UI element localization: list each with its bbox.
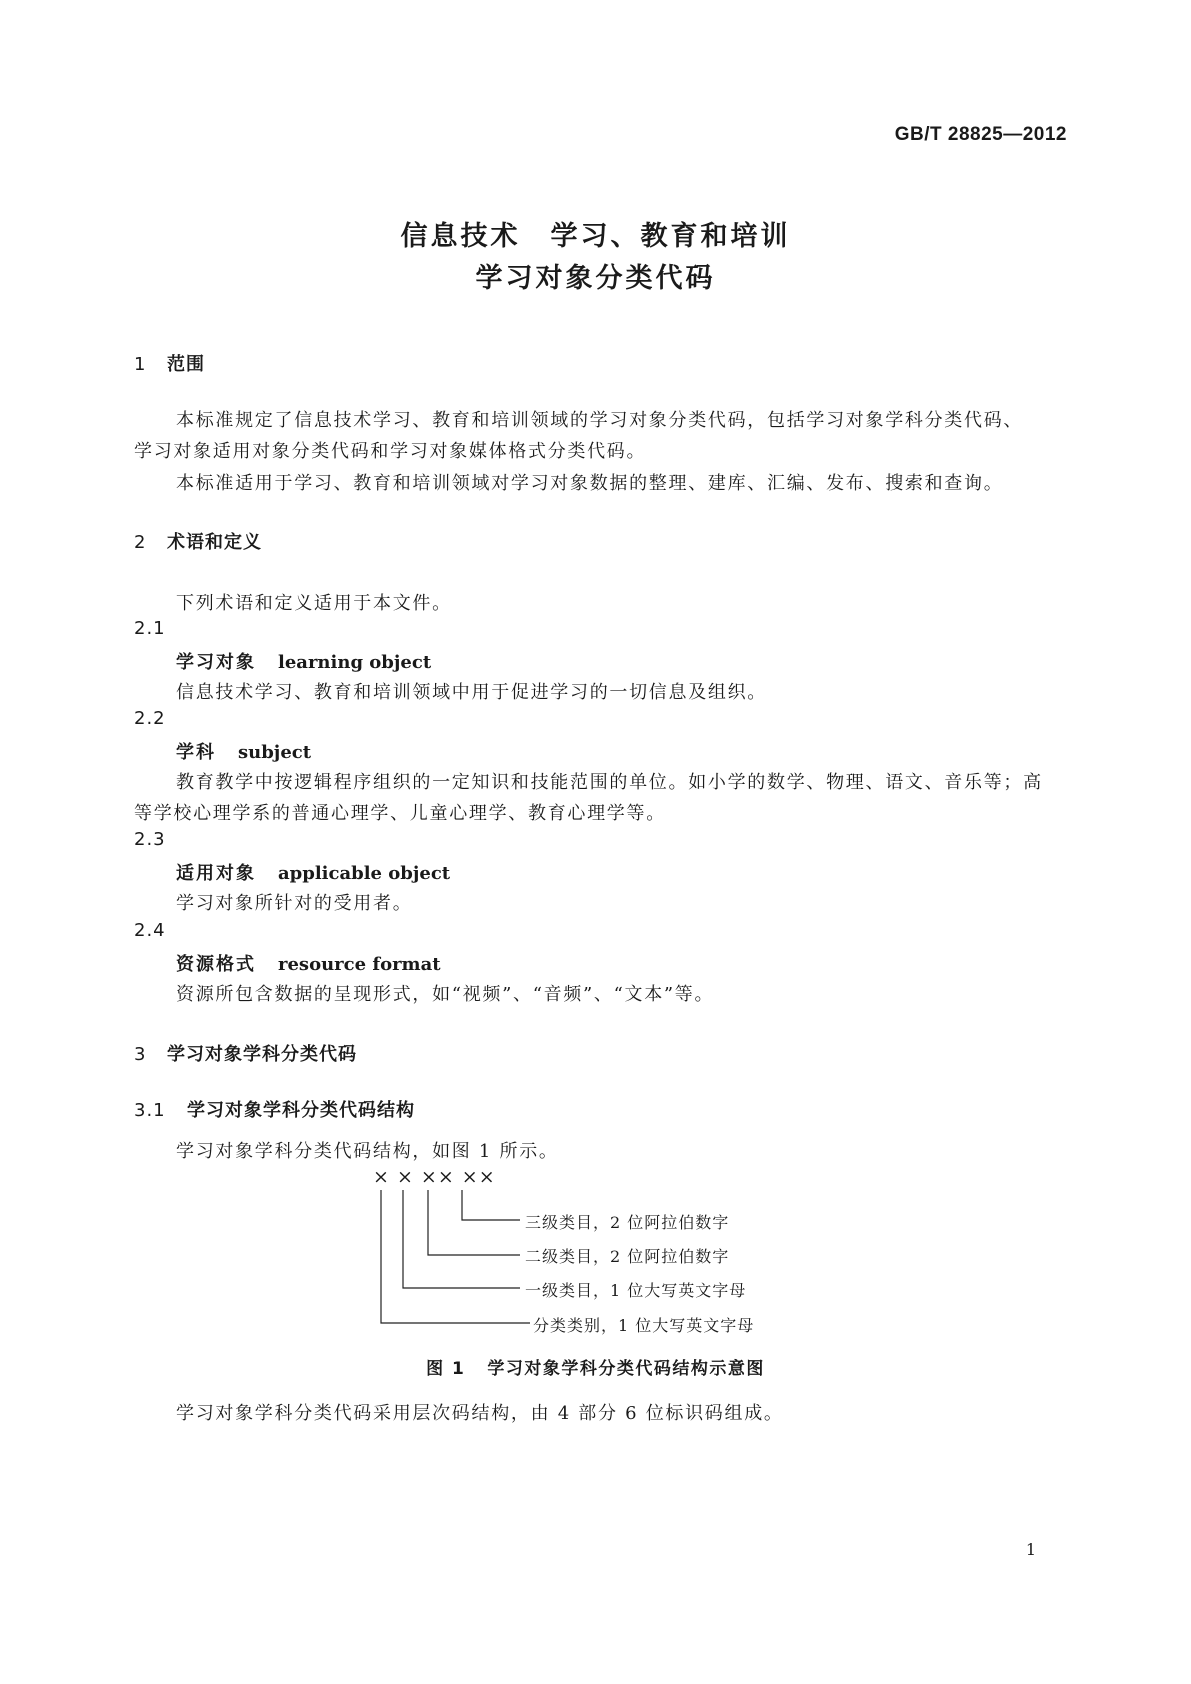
term-number: 2.4 — [134, 920, 166, 941]
scope-paragraph-1-line1: 本标准规定了信息技术学习、教育和培训领域的学习对象分类代码，包括学习对象学科分类代码、 — [176, 410, 1024, 431]
section-title: 学习对象学科分类代码结构 — [187, 1100, 415, 1121]
term-en: resource format — [278, 954, 441, 975]
term-en: applicable object — [278, 863, 451, 884]
term-zh: 学科 — [176, 742, 216, 763]
term-definition-continued: 等学校心理学系的普通心理学、儿童心理学、教育心理学等。 — [134, 803, 666, 824]
term-definition: 学习对象所针对的受用者。 — [176, 893, 413, 914]
structure-description: 学习对象学科分类代码采用层次码结构，由 4 部分 6 位标识码组成。 — [176, 1403, 784, 1424]
figure-caption-text: 学习对象学科分类代码结构示意图 — [487, 1359, 765, 1379]
term-definition: 教育教学中按逻辑程序组织的一定知识和技能范围的单位。如小学的数学、物理、语文、音乐等；高 — [176, 772, 1043, 793]
term-zh: 学习对象 — [176, 652, 256, 673]
term-zh: 适用对象 — [176, 863, 256, 884]
section-number: 2 — [134, 532, 147, 553]
scope-paragraph-1-line2: 学习对象适用对象分类代码和学习对象媒体格式分类代码。 — [134, 441, 647, 462]
code-pattern: × × ×× ×× — [373, 1166, 496, 1188]
scope-paragraph-2: 本标准适用于学习、教育和培训领域对学习对象数据的整理、建库、汇编、发布、搜索和查询。 — [176, 473, 1004, 494]
term-en: learning object — [278, 652, 432, 673]
figure-intro: 学习对象学科分类代码结构，如图 1 所示。 — [176, 1141, 559, 1162]
section-number: 1 — [134, 354, 147, 375]
figure-caption — [0, 1354, 1191, 1379]
section-number: 3 — [134, 1044, 147, 1065]
section-number: 3.1 — [134, 1100, 166, 1121]
section-title: 学习对象学科分类代码 — [167, 1044, 357, 1065]
term-number: 2.3 — [134, 829, 166, 850]
figure-number: 图 1 — [426, 1359, 466, 1379]
section-title: 范围 — [167, 354, 205, 375]
standard-code: GB/T 28825—2012 — [894, 124, 1067, 145]
figure-label-level2: 二级类目，2 位阿拉伯数字 — [525, 1247, 730, 1266]
figure-label-category: 分类类别，1 位大写英文字母 — [533, 1316, 755, 1335]
term-en: subject — [238, 742, 312, 763]
connector-line-level2 — [428, 1190, 520, 1255]
term-definition: 信息技术学习、教育和培训领域中用于促进学习的一切信息及组织。 — [176, 682, 767, 703]
term-zh: 资源格式 — [176, 954, 256, 975]
figure-label-level3: 三级类目，2 位阿拉伯数字 — [525, 1213, 730, 1232]
terms-intro: 下列术语和定义适用于本文件。 — [176, 593, 452, 614]
term-definition: 资源所包含数据的呈现形式，如“视频”、“音频”、“文本”等。 — [176, 984, 715, 1005]
term-number: 2.1 — [134, 618, 166, 639]
section-title: 术语和定义 — [167, 532, 262, 553]
document-title-line2: 学习对象分类代码 — [475, 263, 716, 294]
term-number: 2.2 — [134, 708, 166, 729]
page-number: 1 — [1025, 1540, 1036, 1559]
figure-label-level1: 一级类目，1 位大写英文字母 — [525, 1281, 747, 1300]
document-title-line1: 信息技术 学习、教育和培训 — [400, 221, 791, 252]
connector-line-level3 — [462, 1190, 520, 1220]
